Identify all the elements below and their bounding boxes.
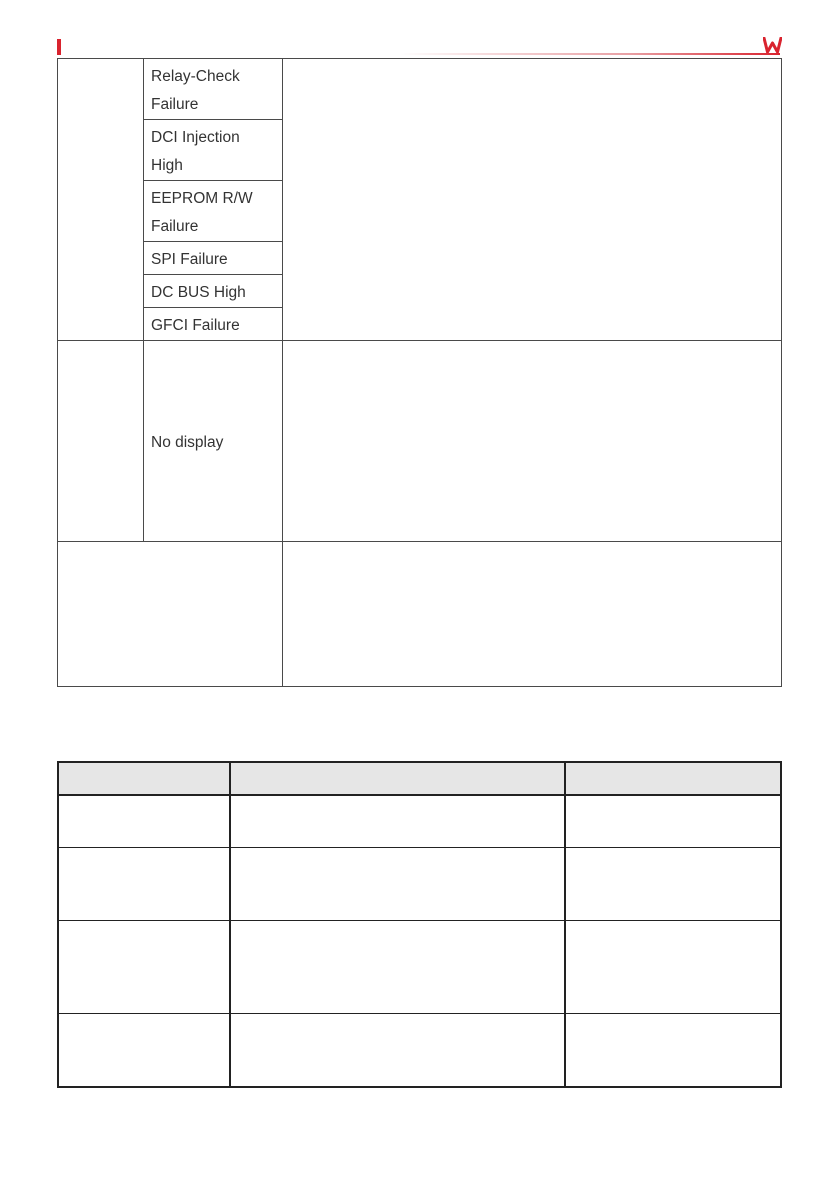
header-rule (400, 53, 780, 55)
fault-row-dci-injection: DCI Injection High (151, 129, 240, 174)
fault-row-relay-check: Relay-Check Failure (151, 68, 240, 113)
fault-row-gfci: GFCI Failure (151, 317, 240, 334)
header-accent-bar (57, 39, 61, 55)
brand-logo-icon (763, 37, 782, 53)
no-display-label: No display (151, 434, 224, 451)
fault-row-eeprom: EEPROM R/W Failure (151, 190, 253, 235)
fault-row-dc-bus: DC BUS High (151, 284, 246, 301)
fault-row-spi: SPI Failure (151, 251, 228, 268)
table-header-row (57, 761, 782, 795)
